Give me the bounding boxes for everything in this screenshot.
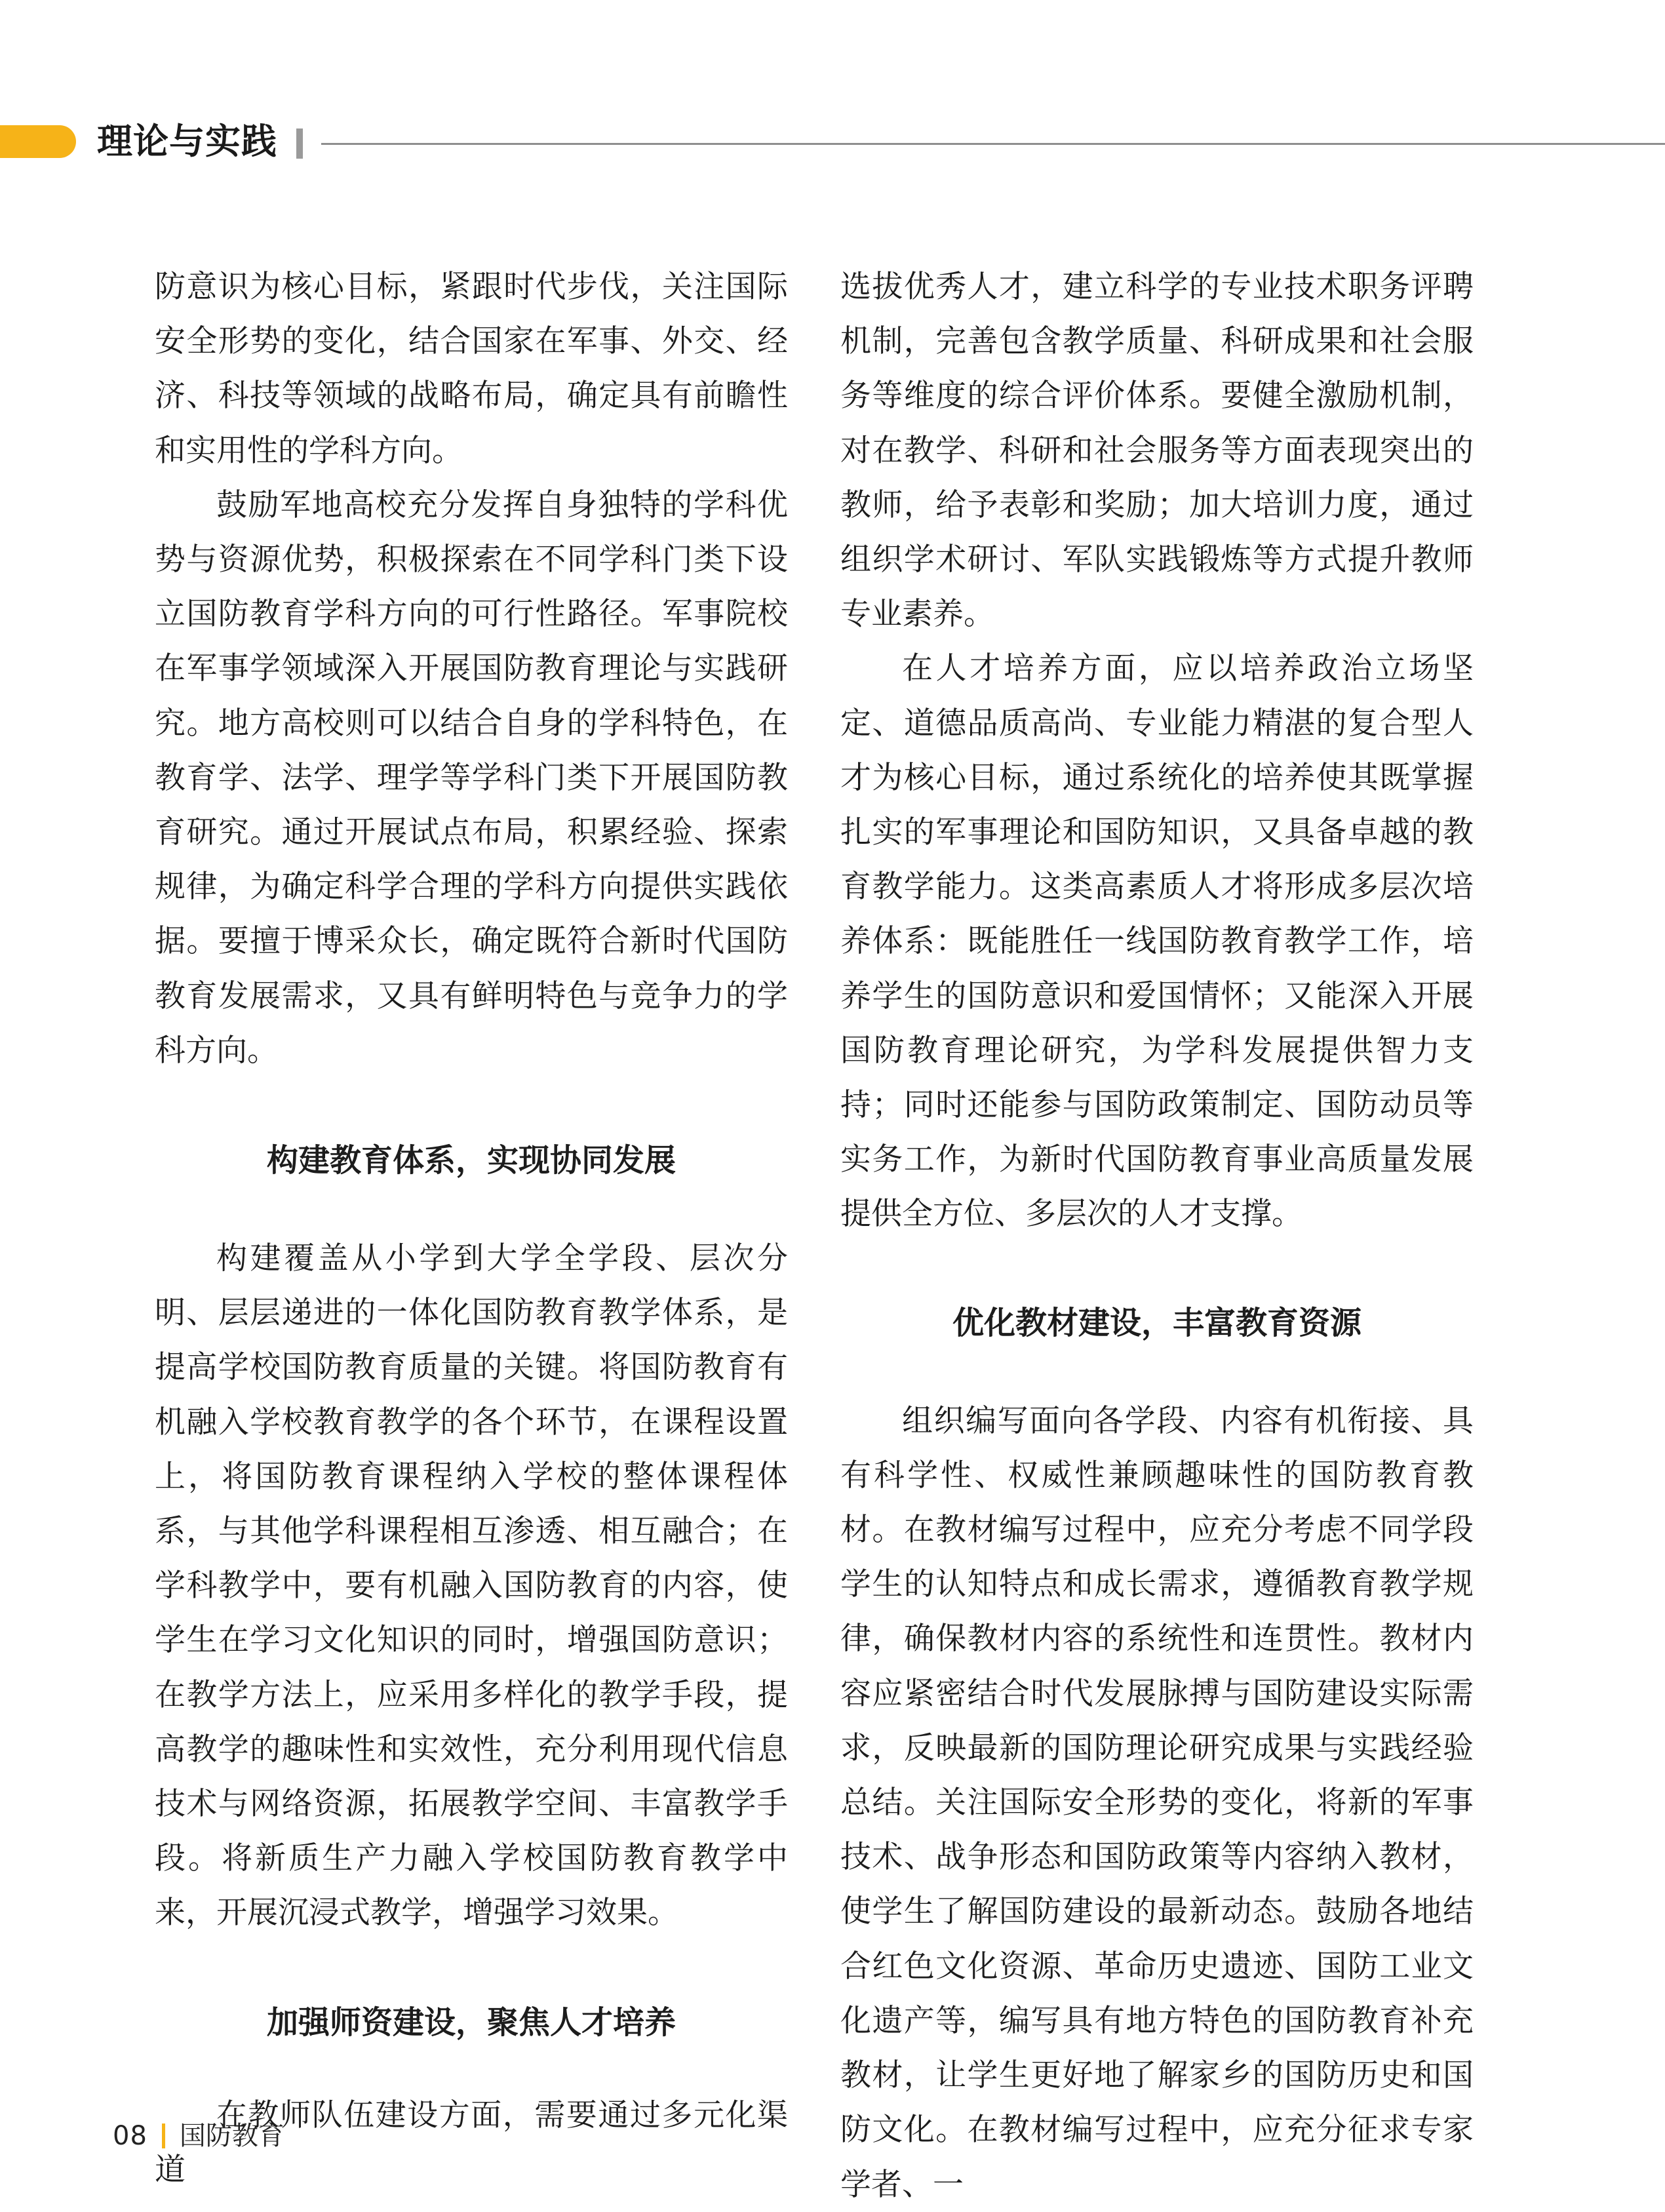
header-rule (321, 143, 1665, 145)
magazine-name: 国防教育 (179, 2121, 284, 2151)
paragraph: 在教师队伍建设方面，需要通过多元化渠道 (155, 2097, 788, 2188)
paragraph: 在人才培养方面，应以培养政治立场坚定、道德品质高尚、专业能力精湛的复合型人才为核心目标，通过系统化的培养使其既掌握扎实的军事理论和国防知识，又具备卓越的教育教学能力。这类高素质人才将形成多层次培养体系：既能胜任一线国防教育教学工作，培养学生的国防意识和爱国情怀；又能深入开展国防教育理论研究，为学科发展提供智力支持；同时还能参与国防政策制定、国防动员等实务工作，为新时代国防教育事业高质量发展提供全方位、多层次的人才支撑。 (840, 650, 1474, 1233)
right-column (840, 260, 1474, 2212)
section-tab-marker (0, 125, 76, 158)
paragraph: 组织编写面向各学段、内容有机衔接、具有科学性、权威性兼顾趣味性的国防教育教材。在教材编写过程中，应充分考虑不同学段学生的认知特点和成长需求，遵循教育教学规律，确保教材内容的系统性和连贯性。教材内容应紧密结合时代发展脉搏与国防建设实际需求，反映最新的国防理论研究成果与实践经验总结。关注国际安全形势的变化，将新的军事技术、战争形态和国防政策等内容纳入教材，使学生了解国防建设的最新动态。鼓励各地结合红色文化资源、革命历史遗迹、国防工业文化遗产等，编写具有地方特色的国防教育补充教材，让学生更好地了解家乡的国防历史和国防文化。在教材编写过程中，应充分征求专家学者、一 (840, 1402, 1474, 2203)
page-number: 08 (113, 2121, 147, 2151)
section-heading: 优化教材建设，丰富教育资源 (952, 1304, 1361, 1341)
section-heading: 构建教育体系，实现协同发展 (266, 1142, 676, 1179)
section-title-separator (296, 128, 303, 159)
page-footer (113, 2119, 284, 2153)
paragraph: 鼓励军地高校充分发挥自身独特的学科优势与资源优势，积极探索在不同学科门类下设立国防教育学科方向的可行性路径。军事院校在军事学领域深入开展国防教育理论与实践研究。地方高校则可以结合自身的学科特色，在教育学、法学、理学等学科门类下开展国防教育研究。通过开展试点布局，积累经验、探索规律，为确定科学合理的学科方向提供实践依据。要擅于博采众长，确定既符合新时代国防教育发展需求，又具有鲜明特色与竞争力的学科方向。 (155, 486, 788, 1069)
section-heading: 加强师资建设，聚焦人才培养 (266, 2004, 676, 2041)
paragraph: 选拔优秀人才，建立科学的专业技术职务评聘机制，完善包含教学质量、科研成果和社会服务等维度的综合评价体系。要健全激励机制，对在教学、科研和社会服务等方面表现突出的教师，给予表彰和奖励；加大培训力度，通过组织学术研讨、军队实践锻炼等方式提升教师专业素养。 (840, 269, 1474, 633)
footer-separator (162, 2123, 165, 2148)
left-column (155, 260, 788, 2197)
paragraph: 构建覆盖从小学到大学全学段、层次分明、层层递进的一体化国防教育教学体系，是提高学校国防教育质量的关键。将国防教育有机融入学校教育教学的各个环节，在课程设置上，将国防教育课程纳入学校的整体课程体系，与其他学科课程相互渗透、相互融合；在学科教学中，要有机融入国防教育的内容，使学生在学习文化知识的同时，增强国防意识；在教学方法上，应采用多样化的教学手段，提高教学的趣味性和实效性，充分利用现代信息技术与网络资源，拓展教学空间、丰富教学手段。将新质生产力融入学校国防教育教学中来，开展沉浸式教学，增强学习效果。 (155, 1240, 788, 1931)
section-title: 理论与实践 (97, 121, 277, 162)
paragraph: 防意识为核心目标，紧跟时代步伐，关注国际安全形势的变化，结合国家在军事、外交、经济、科技等领域的战略布局，确定具有前瞻性和实用性的学科方向。 (155, 269, 788, 469)
